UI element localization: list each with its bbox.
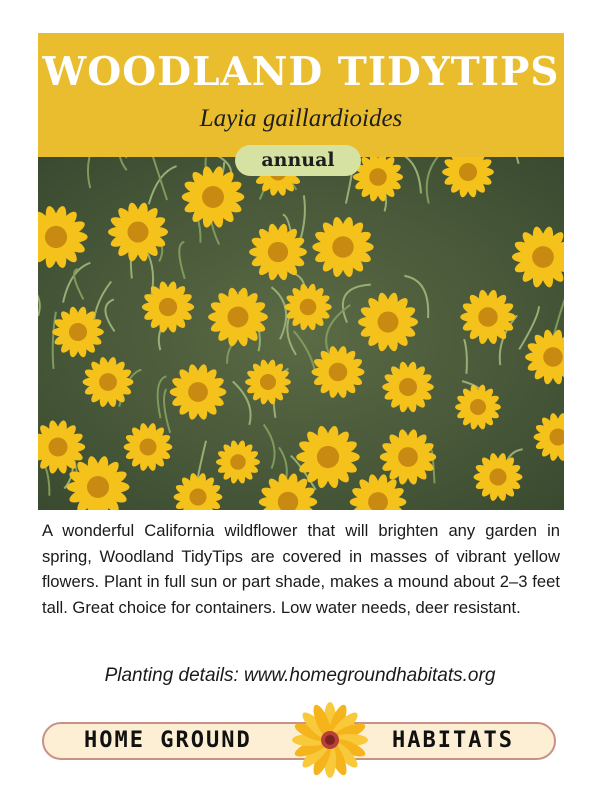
plant-description: A wonderful California wildflower that will brighten any garden in spring, Woodland TidyTips are covered in masses of vibrant yellow flowers. Plant in full sun or part shade, makes a mound about 2–3 feet tall. Great choice for containers. Low water needs, deer resistant. <box>42 521 560 617</box>
flowers-illustration <box>38 157 564 510</box>
lifecycle-badge: annual <box>235 145 361 176</box>
latin-name: Layia gaillardioides <box>199 105 403 132</box>
title-banner <box>38 33 564 157</box>
sunflower-logo-icon <box>288 698 372 782</box>
brand-habitats: HABITATS <box>392 728 514 753</box>
flower-photo <box>38 157 564 510</box>
planting-details: Planting details: www.homegroundhabitats.org <box>104 665 496 686</box>
plant-title: WOODLAND TIDYTIPS <box>42 49 560 95</box>
brand-home-ground: HOME GROUND <box>84 728 252 753</box>
